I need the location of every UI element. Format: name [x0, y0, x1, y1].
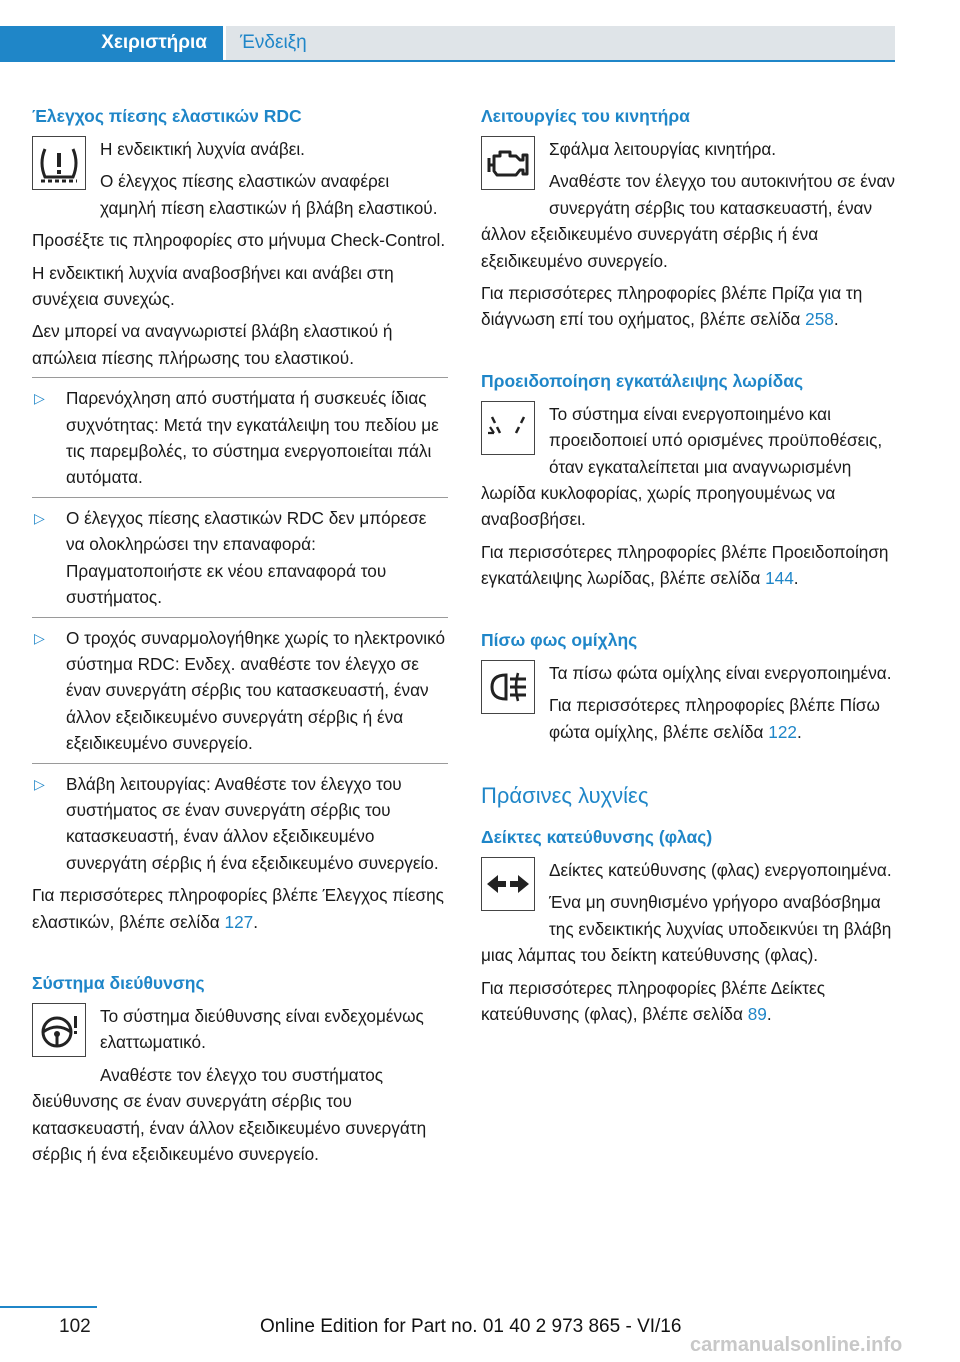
list-item [32, 385, 448, 491]
page-link[interactable]: 127 [224, 911, 254, 932]
punctuation: . [833, 309, 839, 330]
more-info-text: Για περισσότερες πληροφορίες βλέπε Δείκτες κατεύθυνσης (φλας), βλέπε σελίδα [481, 977, 826, 1024]
more-info-text: Για περισσότερες πληροφορίες βλέπε Πρίζα για τη διάγνωση επί του οχήματος, βλέπε σελίδα [481, 283, 863, 330]
paragraph: Η ενδεικτική λυχνία ανάβει. [100, 139, 305, 159]
bullet-triangle-icon: ▷ [34, 390, 45, 407]
lane-departure-icon [481, 401, 535, 455]
paragraph: Το σύστημα διεύθυνσης είναι ενδεχομένως ελαττωματικό. [100, 1005, 424, 1053]
paragraph: Τα πίσω φώτα ομίχλης είναι ενεργοποιημένα. [549, 662, 892, 683]
paragraph [481, 280, 897, 333]
punctuation: . [766, 1003, 772, 1024]
section-title: Προειδοποίηση εγκατάλειψης λωρίδας [481, 370, 804, 391]
paragraph: Προσέξτε τις πληροφορίες στο μήνυμα Check-Control. [32, 230, 446, 251]
bullet-triangle-icon: ▷ [34, 629, 45, 646]
divider [32, 617, 448, 618]
paragraph: Δείκτες κατεύθυνσης (φλας) ενεργοποιημένα. [549, 859, 892, 880]
more-info-text: Για περισσότερες πληροφορίες βλέπε Πίσω φώτα ομίχλης, βλέπε σελίδα [549, 695, 880, 742]
paragraph: Αναθέστε τον έλεγχο του αυτοκινήτου σε έναν συνεργάτη σέρβις του κατασκευαστή, έναν άλλον εξειδικευμένο συνεργάτη σέρβις ή ένα εξειδικευμένο συνεργείο. [481, 171, 896, 271]
chapter-title: Πράσινες λυχνίες [481, 782, 649, 808]
list-item-text: Βλάβη λειτουργίας: Αναθέστε τον έλεγχο του συστήματος σε έναν συνεργάτη σέρβις του κατασκευαστή, έναν άλλον εξειδικευμένο συνεργάτη σέρβις ή ένα εξειδικευμένο συνεργείο. [66, 773, 439, 873]
paragraph: Σφάλμα λειτουργίας κινητήρα. [549, 139, 777, 159]
bullet-triangle-icon: ▷ [34, 775, 45, 792]
paragraph: Το σύστημα είναι ενεργοποιημένο και προειδοποιεί υπό ορισμένες προϋποθέσεις, όταν εγκαταλείπεται μια αναγνωρισμένη λωρίδα κυκλοφορίας, χωρίς προηγουμένως να αναβοσβήσει. [481, 403, 883, 530]
header [0, 0, 960, 64]
right-column [481, 104, 897, 1033]
list-item [32, 505, 448, 611]
paragraph: Δεν μπορεί να αναγνωριστεί βλάβη ελαστικού ή απώλεια πίεσης πλήρωσης του ελαστικού. [32, 321, 393, 368]
punctuation: . [796, 721, 802, 742]
divider [32, 377, 448, 378]
divider [32, 497, 448, 498]
header-bar [470, 26, 895, 60]
steering-wheel-icon [32, 1003, 86, 1057]
header-rule [0, 60, 895, 62]
list-item [32, 625, 448, 757]
watermark: carmanualsonline.info [690, 1334, 903, 1356]
tire-pressure-icon [32, 136, 86, 190]
section-title: Πίσω φως ομίχλης [481, 629, 638, 650]
paragraph [481, 975, 897, 1028]
section-title: Λειτουργίες του κινητήρα [481, 106, 690, 126]
list-item [32, 771, 448, 877]
paragraph: Ένα μη συνηθισμένο γρήγορο αναβόσβημα της ενδεικτικής λυχνίας υποδεικνύει τη βλάβη μιας λάμπας του δείκτη κατεύθυνσης (φλας). [481, 892, 892, 966]
section-steering [32, 971, 448, 1173]
paragraph: Ο έλεγχος πίεσης ελαστικών αναφέρει χαμηλή πίεση ελαστικών ή βλάβη ελαστικού. [100, 171, 438, 218]
more-info-text: Για περισσότερες πληροφορίες βλέπε Έλεγχος πίεσης ελαστικών, βλέπε σελίδα [32, 885, 444, 932]
rear-fog-light-icon [481, 660, 535, 714]
tab-controls[interactable]: Χειριστήρια [0, 26, 223, 60]
page-link[interactable]: 89 [747, 1003, 767, 1024]
section-rear-fog [481, 628, 897, 751]
section-title: Δείκτες κατεύθυνσης (φλας) [481, 826, 713, 847]
turn-signal-icon [481, 857, 535, 911]
punctuation: . [253, 911, 258, 932]
list-item-text: Ο έλεγχος πίεσης ελαστικών RDC δεν μπόρεσε να ολοκληρώσει την επαναφορά: Πραγματοποιήστε εκ νέου επαναφορά του συστήματος. [66, 507, 427, 608]
bullet-triangle-icon: ▷ [34, 509, 45, 526]
section-lane-departure [481, 369, 897, 598]
tab-display[interactable]: Ένδειξη [226, 26, 470, 60]
section-engine [481, 104, 897, 339]
page-link[interactable]: 144 [765, 568, 794, 589]
left-column [32, 104, 448, 1173]
footer-rule [0, 1306, 97, 1308]
section-title: Έλεγχος πίεσης ελαστικών RDC [32, 106, 302, 126]
list-item-text: Ο τροχός συναρμολογήθηκε χωρίς το ηλεκτρονικό σύστημα RDC: Ενδεχ. αναθέστε τον έλεγχο σε έναν συνεργάτη σέρβις του κατασκευαστή, έναν άλλον εξειδικευμένο συνεργάτη σέρβις ή ένα εξειδικευμένο συνεργείο. [66, 627, 446, 754]
edition-text: Online Edition for Part no. 01 40 2 973 865 - VI/16 [260, 1316, 682, 1337]
paragraph: Η ενδεικτική λυχνία αναβοσβήνει και ανάβει στη συνέχεια συνεχώς. [32, 262, 394, 310]
paragraph [32, 882, 448, 935]
page-link[interactable]: 122 [768, 721, 797, 742]
paragraph [481, 692, 897, 745]
more-info-text: Για περισσότερες πληροφορίες βλέπε Προειδοποίηση εγκατάλειψης λωρίδας, βλέπε σελίδα [481, 541, 889, 589]
section-turn-signals [481, 825, 897, 1033]
divider [32, 763, 448, 764]
paragraph: Αναθέστε τον έλεγχο του συστήματος διεύθυνσης σε έναν συνεργάτη σέρβις του κατασκευαστή, έναν άλλον εξειδικευμένο συνεργάτη σέρβις ή ένα εξειδικευμένο συνεργείο. [32, 1064, 427, 1164]
list-item-text: Παρενόχληση από συστήματα ή συσκευές ίδιας συχνότητας: Μετά την εγκατάλειψη του πεδίου με τις παρεμβολές, το σύστημα ενεργοποιείται πάλι αυτόματα. [66, 388, 439, 488]
section-rdc [32, 104, 448, 941]
punctuation: . [793, 568, 799, 589]
engine-icon [481, 136, 535, 190]
section-title: Σύστημα διεύθυνσης [32, 972, 205, 993]
paragraph [481, 539, 897, 592]
page-number: 102 [59, 1316, 91, 1337]
page-link[interactable]: 258 [805, 309, 834, 330]
